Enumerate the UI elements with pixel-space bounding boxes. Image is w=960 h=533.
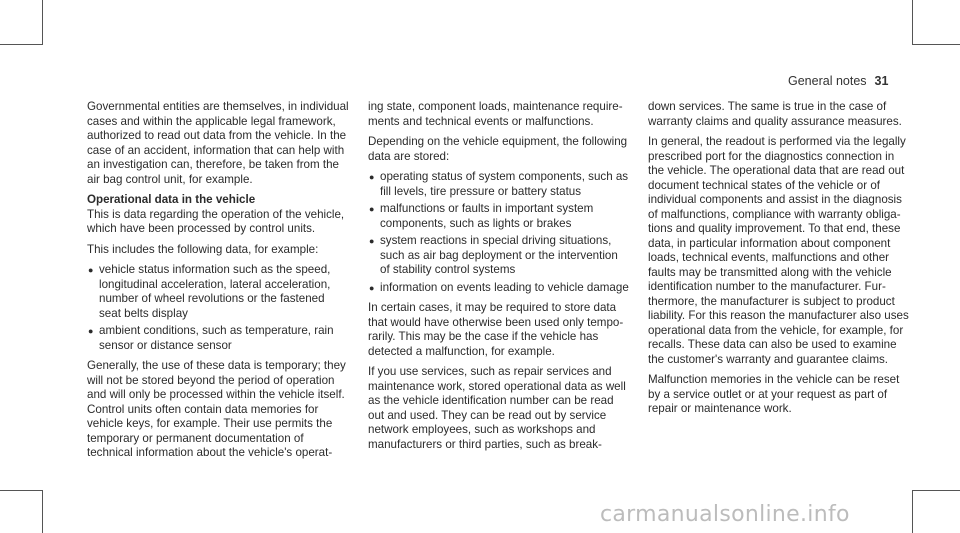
section-heading: Operational data in the vehicle <box>87 193 256 206</box>
list-item: ● information on events leading to vehicle damage <box>369 280 629 294</box>
bullet-list <box>87 263 349 353</box>
crop-mark-bottom-right-horizontal <box>912 490 960 491</box>
paragraph: ing state, component loads, maintenance requirements and technical events or malfunctions. <box>368 100 623 128</box>
crop-mark-top-right-vertical <box>912 0 913 45</box>
bullet-icon: ● <box>369 172 375 182</box>
bullet-list <box>368 170 630 295</box>
crop-mark-bottom-left-horizontal <box>0 490 43 491</box>
paragraph: If you use services, such as repair services and maintenance work, stored operational data as well as the vehicle identification number can be read out and used. They can be read out by service network employees, such as workshops and manufacturers or third parties, such as break- <box>368 365 626 451</box>
bullet-icon: ● <box>369 282 375 293</box>
list-item: ● operating status of system components, such as fill levels, tire pressure or battery status <box>369 170 629 198</box>
column-3 <box>648 100 910 423</box>
paragraph: Malfunction memories in the vehicle can be reset by a service outlet or at your request as part of repair or maintenance work. <box>648 373 900 415</box>
paragraph: Depending on the vehicle equipment, the following data are stored: <box>368 135 628 163</box>
list-item: ● ambient conditions, such as temperature, rain sensor or distance sensor <box>88 324 334 352</box>
page-header <box>788 74 918 88</box>
paragraph: Generally, the use of these data is temporary; they will not be stored beyond the period of operation and will only be processed within the vehicle itself. Control units often contain data memories for vehicle keys, for example. Their use permits the temporary or permanent documentation of technical information about the vehicle's operat- <box>87 359 346 459</box>
paragraph: This includes the following data, for example: <box>87 242 319 256</box>
column-2 <box>368 100 630 458</box>
list-item: ● system reactions in special driving situations, such as air bag deployment or the intervention of stability control systems <box>369 234 618 276</box>
bullet-icon: ● <box>369 204 375 214</box>
crop-mark-top-left-horizontal <box>0 44 43 45</box>
paragraph: In certain cases, it may be required to store data that would have otherwise been used only temporarily. This may be the case if the vehicle has detected a malfunction, for example. <box>368 301 624 358</box>
crop-mark-top-left-vertical <box>42 0 43 45</box>
bullet-icon: ● <box>88 265 94 275</box>
column-1 <box>87 100 349 467</box>
crop-mark-top-right-horizontal <box>912 44 960 45</box>
bullet-icon: ● <box>369 236 375 246</box>
paragraph: This is data regarding the operation of the vehicle, which have been processed by control units. <box>87 207 345 235</box>
watermark: carmanualsonline.info <box>600 502 850 527</box>
list-item: ● vehicle status information such as the speed, longitudinal acceleration, lateral acceleration, number of wheel revolutions or the fastened seat belts display <box>88 263 331 320</box>
paragraph: Governmental entities are themselves, in individual cases and within the applicable legal framework, authorized to read out data from the vehicle. In the case of an accident, information that can help with an investigation can, therefore, be taken from the air bag control unit, for example. <box>87 100 349 186</box>
page-number: 31 <box>874 74 889 88</box>
paragraph: In general, the readout is performed via the legally prescribed port for the diagnostics connection in the vehicle. The operational data that are read out document technical states of the vehicle or of individual components and assist in the diagnosis of malfunctions, compliance with warranty obligations and quality improvement. To that end, these data, in particular information about component loads, technical events, malfunctions and other faults may be transmitted along with the vehicle identification number to the manufacturer. Furthermore, the manufacturer is subject to product liability. For this reason the manufacturer also uses operational data from the vehicle, for example, for recalls. These data can also be used to examine the customer's warranty and guarantee claims. <box>648 135 909 366</box>
paragraph: down services. The same is true in the case of warranty claims and quality assurance measures. <box>648 100 902 128</box>
list-item: ● malfunctions or faults in important system components, such as lights or brakes <box>369 202 594 230</box>
bullet-icon: ● <box>88 326 94 336</box>
crop-mark-bottom-right-vertical <box>912 490 913 533</box>
crop-mark-bottom-left-vertical <box>42 490 43 533</box>
section-title: General notes <box>788 74 867 88</box>
